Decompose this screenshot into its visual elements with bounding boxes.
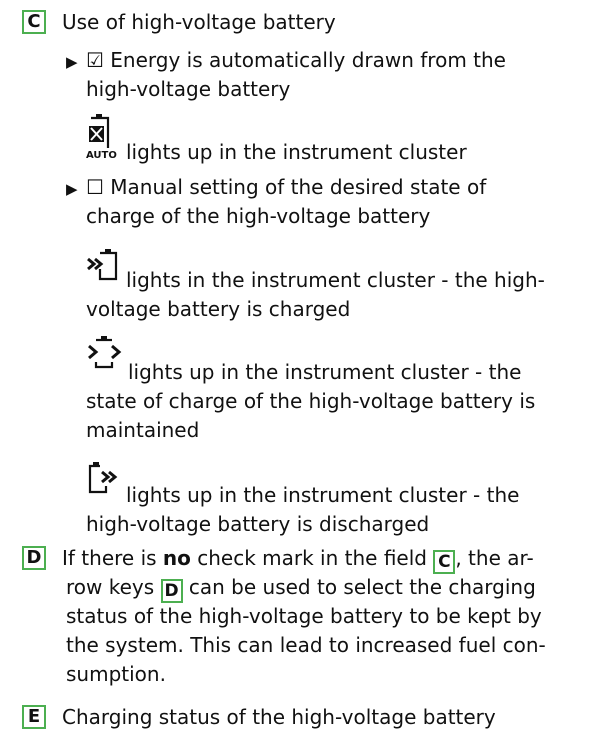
section-d-line4: the system. This can lead to increased fuel con- — [66, 633, 546, 657]
text-fragment: , the ar- — [455, 546, 534, 570]
section-e-title: Charging status of the high-voltage battery — [62, 705, 496, 729]
badge-c: C — [22, 10, 46, 34]
text-fragment: If there is — [62, 546, 163, 570]
section-c-title: Use of high-voltage battery — [62, 10, 336, 34]
battery-auto-icon — [86, 112, 122, 162]
text-fragment: can be used to select the charging — [182, 575, 536, 599]
battery-maintained-icon — [86, 334, 126, 374]
text-fragment: row keys — [66, 575, 161, 599]
badge-e: E — [22, 705, 46, 729]
bullet-manual-text: ☐ Manual setting of the desired state of — [86, 175, 487, 199]
maintained-line2: state of charge of the high-voltage battery is — [86, 389, 536, 413]
text-fragment: check mark in the field — [190, 546, 434, 570]
charged-line1: lights in the instrument cluster - the high- — [126, 268, 545, 292]
section-d-line3: status of the high-voltage battery to be kept by — [66, 604, 542, 628]
discharged-line1: lights up in the instrument cluster - the — [126, 483, 520, 507]
section-d-line5: sumption. — [66, 662, 166, 686]
ref-badge-c: C — [433, 550, 455, 574]
discharged-line2: high-voltage battery is discharged — [86, 512, 430, 536]
bullet-manual-line2: charge of the high-voltage battery — [86, 204, 431, 228]
badge-d: D — [22, 546, 46, 570]
emphasis-no: no — [162, 546, 191, 570]
ref-badge-d: D — [161, 579, 183, 603]
bullet-manual — [66, 173, 486, 204]
bullet-triangle-icon: ▶ — [66, 180, 78, 198]
section-d-line2 — [66, 573, 536, 602]
auto-icon-label: AUTO — [86, 150, 117, 161]
bullet-auto-text: ☑ Energy is automatically drawn from the — [86, 48, 506, 72]
battery-discharged-icon — [86, 460, 126, 500]
bullet-auto-line2: high-voltage battery — [86, 77, 291, 101]
battery-charged-icon — [86, 247, 122, 287]
bullet-auto — [66, 46, 506, 77]
maintained-line3: maintained — [86, 418, 200, 442]
maintained-line1: lights up in the instrument cluster - the — [128, 360, 522, 384]
charged-line2: voltage battery is charged — [86, 297, 351, 321]
bullet-triangle-icon: ▶ — [66, 53, 78, 71]
section-d-line1 — [62, 544, 534, 573]
auto-description: lights up in the instrument cluster — [126, 140, 467, 164]
